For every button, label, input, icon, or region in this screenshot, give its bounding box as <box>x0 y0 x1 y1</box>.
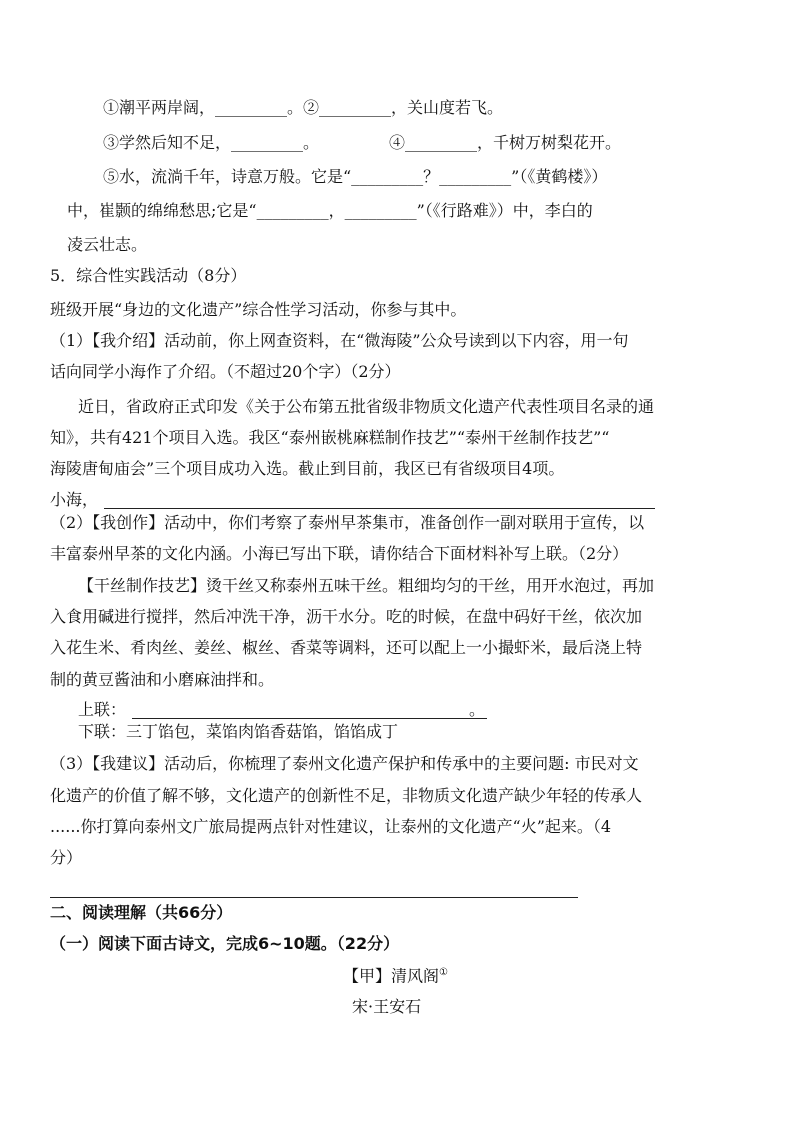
poetry-line-3: ⑤水，流淌千年，诗意万般。它是“_________？_________”（《黄鹤楼》） <box>103 167 608 186</box>
q5-part2-line2: 丰富泰州早茶的文化内涵。小海已写出下联，请你结合下面材料补写上联。（2分） <box>50 544 629 563</box>
q5-part3-line3: ......你打算向泰州文广旅局提两点针对性建议，让泰州的文化遗产“火”起来。（4 <box>50 817 612 836</box>
q5-part3-line1: （3）【我建议】活动后，你梳理了泰州文化遗产保护和传承中的主要问题: 市民对文 <box>50 754 639 773</box>
q5-part3-line2: 化遗产的价值了解不够，文化遗产的创新性不足，非物质文化遗产缺少年轻的传承人 <box>50 786 643 805</box>
q5-part2-line1: （2）【我创作】活动中，你们考察了泰州早茶集市，准备创作一副对联用于宣传，以 <box>50 513 645 532</box>
poem-author: 宋·王安石 <box>352 997 422 1016</box>
couplet-lower: 下联：三丁馅包，菜馅肉馅香菇馅，馅馅成丁 <box>78 722 399 741</box>
poem-footnote-mark: ① <box>439 967 448 978</box>
poetry-line-2b: ④_________，千树万树梨花开。 <box>389 133 622 152</box>
subsection-1-title: （一）阅读下面古诗文，完成6~10题。（22分） <box>50 934 400 953</box>
q5-part3-line4: 分） <box>50 848 83 867</box>
q5-part2-material-1: 【干丝制作技艺】烫干丝又称泰州五味干丝。粗细均匀的干丝，用开水泡过，再加 <box>78 576 655 595</box>
q5-part1-line1: （1）【我介绍】活动前，你上网查资料，在“微海陵”公众号读到以下内容，用一句 <box>50 331 629 350</box>
poem-title <box>343 963 448 986</box>
couplet-upper-answer-line[interactable] <box>132 718 487 719</box>
poetry-line-1: ①潮平两岸阔，_________。②_________，关山度若飞。 <box>103 98 504 117</box>
section-divider <box>50 897 578 898</box>
poem-title-text: 【甲】清风阁 <box>343 966 440 986</box>
q5-part1-material-3: 海陵唐甸庙会”三个项目成功入选。截止到目前，我区已有省级项目4项。 <box>50 459 565 478</box>
q5-part1-material-1: 近日，省政府正式印发《关于公布第五批省级非物质文化遗产代表性项目名录的通 <box>78 397 655 416</box>
question-5-intro: 班级开展“身边的文化遗产”综合性学习活动，你参与其中。 <box>50 300 467 319</box>
q5-part2-material-4: 制的黄豆酱油和小磨麻油拌和。 <box>50 670 275 689</box>
q5-part1-answer-line[interactable] <box>104 508 655 509</box>
couplet-upper-end-mark: 。 <box>469 700 486 719</box>
q5-part1-answer-prefix: 小海， <box>50 490 99 509</box>
poetry-line-4: 中，崔颢的绵绵愁思;它是“_________，_________”（《行路难》）中，李白的 <box>67 201 593 220</box>
q5-part1-line2: 话向同学小海作了介绍。（不超过20个字）（2分） <box>50 362 401 381</box>
couplet-upper-label: 上联： <box>78 700 127 719</box>
poetry-line-5: 凌云壮志。 <box>67 235 148 254</box>
poetry-line-2a: ③学然后知不足，_________。 <box>103 133 320 152</box>
q5-part2-material-2: 入食用碱进行搅拌，然后冲洗干净，沥干水分。吃的时候，在盘中码好干丝，依次加 <box>50 607 643 626</box>
section-2-title: 二、阅读理解（共66分） <box>50 903 233 922</box>
question-5-heading: 5．综合性实践活动（8分） <box>50 266 247 285</box>
q5-part1-material-2: 知》，共有421个项目入选。我区“泰州嵌桃麻糕制作技艺”“泰州干丝制作技艺”“ <box>50 428 610 447</box>
q5-part2-material-3: 入花生米、肴肉丝、姜丝、椒丝、香菜等调料，还可以配上一小撮虾米，最后浇上特 <box>50 638 643 657</box>
